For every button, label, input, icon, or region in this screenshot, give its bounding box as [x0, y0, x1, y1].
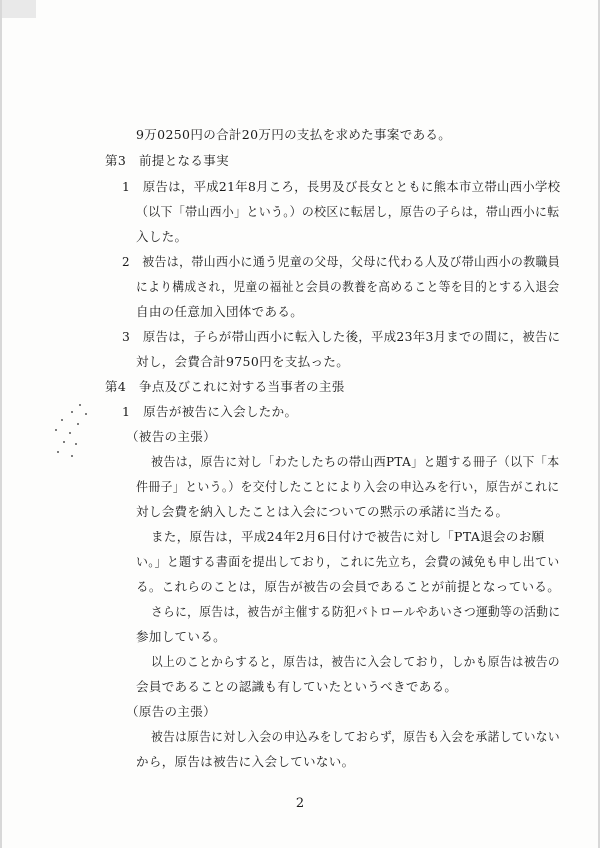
scan-edge-left — [0, 0, 2, 848]
text-line: 件冊子」という。）を交付したことにより入会の申込みを行い，原告がこれに — [136, 479, 560, 494]
text-line: 2 被告は，帯山西小に通う児童の父母，父母に代わる人及び帯山西小の教職員 — [122, 254, 561, 269]
text-line: 1 原告が被告に入会したか。 — [122, 404, 298, 419]
text-line: 参加している。 — [136, 629, 226, 644]
text-line: い。」と題する書面を提出しており，これに先立ち，会費の減免も申し出てい — [136, 554, 560, 569]
text-line: 以上のことからすると，原告は，被告に入会しており，しかも原告は被告の — [151, 654, 560, 669]
text-line: 会員であることの認識も有していたというべきである。 — [136, 679, 458, 694]
section-heading: 第3 前提となる事実 — [105, 153, 229, 168]
page-number: 2 — [295, 796, 305, 811]
text-line: 入した。 — [136, 229, 188, 244]
text-line: 9万0250円の合計20万円の支払を求めた事案である。 — [136, 127, 452, 142]
binding-holes-marks — [50, 400, 110, 460]
text-line: 3 原告は，子らが帯山西小に転入した後，平成23年3月までの間に，被告に — [122, 329, 561, 344]
text-line: 1 原告は，平成21年8月ころ，長男及び長女とともに熊本市立帯山西小学校 — [122, 179, 561, 194]
subheading: （被告の主張） — [126, 429, 216, 444]
text-line: 被告は原告に対し入会の申込みをしておらず，原告も入会を承諾していない — [151, 729, 560, 744]
text-line: 自由の任意加入団体である。 — [136, 304, 304, 319]
text-line: 対し，会費合計9750円を支払った。 — [136, 354, 350, 369]
scan-mark — [0, 0, 36, 18]
text-line: により構成され，児童の福祉と会員の教養を高めること等を目的とする入退会 — [136, 279, 560, 294]
text-line: さらに，原告は，被告が主催する防犯パトロールやあいさつ運動等の活動に — [151, 604, 561, 619]
text-line: から，原告は被告に入会していない。 — [136, 754, 355, 769]
text-line: 被告は，原告に対し「わたしたちの帯山西PTA」と題する冊子（以下「本 — [151, 454, 560, 469]
text-line: 対し会費を納入したことは入会についての黙示の承諾に当たる。 — [136, 504, 509, 519]
section-heading: 第4 争点及びこれに対する当事者の主張 — [105, 379, 345, 394]
text-line: る。これらのことは，原告が被告の会員であることが前提となっている。 — [136, 579, 561, 594]
text-line: （以下「帯山西小」という。）の校区に転居し，原告の子らは，帯山西小に転 — [136, 204, 560, 219]
text-line: また，原告は，平成24年2月6日付けで被告に対し「PTA退会のお願 — [151, 529, 545, 544]
subheading: （原告の主張） — [126, 704, 216, 719]
